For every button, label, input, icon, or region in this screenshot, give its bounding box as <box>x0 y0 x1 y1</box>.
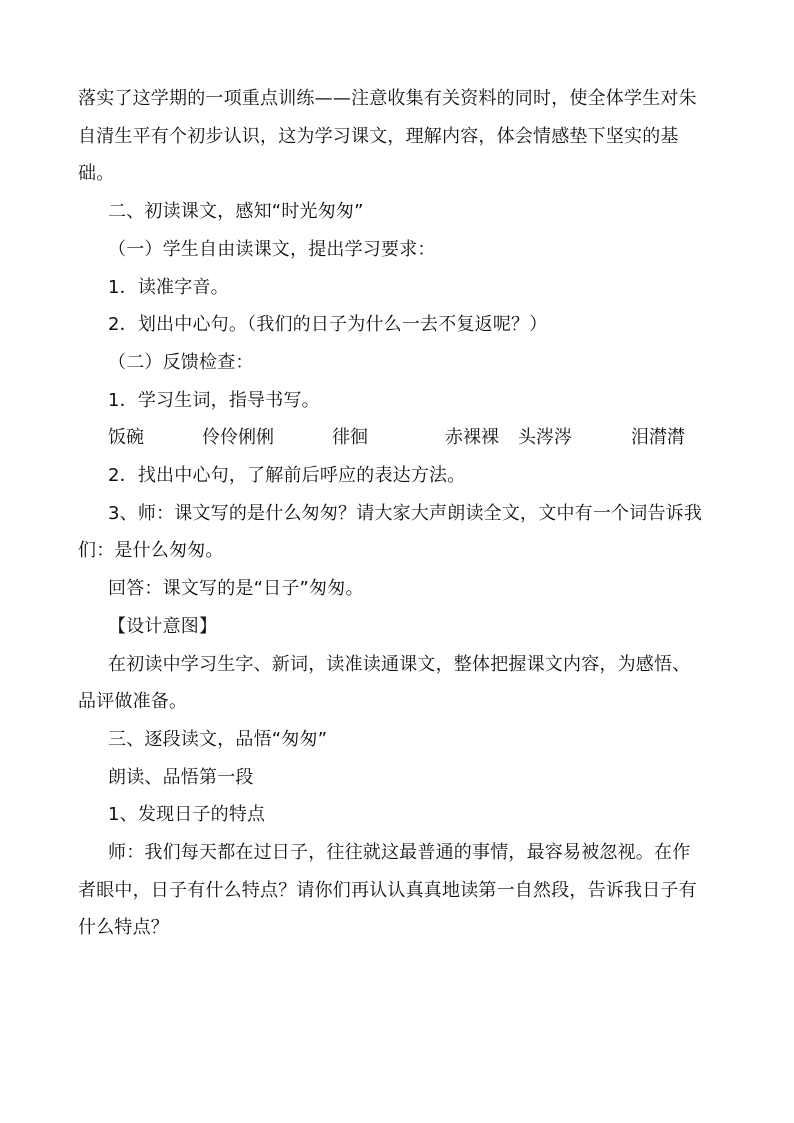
paragraph-line: 师：我们每天都在过日子，往往就这最普通的事情，最容易被忽视。在作 <box>108 842 691 864</box>
list-item: 1．学习生词，指导书写。 <box>108 389 320 411</box>
subsection-heading: （二）反馈检查： <box>108 351 254 373</box>
paragraph-line: 3、师：课文写的是什么匆匆？请大家大声朗读全文，文中有一个词告诉我 <box>108 502 703 524</box>
vocab-word: 泪潸潸 <box>631 427 685 449</box>
list-item: 1．读准字音。 <box>108 276 229 298</box>
vocab-word: 伶伶俐俐 <box>202 427 274 449</box>
section-heading: 二、初读课文，感知“时光匆匆” <box>108 201 364 223</box>
paragraph-line: 朗读、品悟第一段 <box>108 766 254 788</box>
list-item: 2．找出中心句，了解前后呼应的表达方法。 <box>108 465 466 487</box>
vocab-word: 头涔涔 <box>518 427 572 449</box>
paragraph-line: 在初读中学习生字、新词，读准读通课文，整体把握课文内容，为感悟、 <box>108 653 691 675</box>
vocab-word: 徘徊 <box>332 427 368 449</box>
vocab-word: 赤裸裸 <box>445 427 499 449</box>
document-body <box>78 80 718 947</box>
design-intent-heading: 【设计意图】 <box>108 615 218 637</box>
paragraph-line: 自清生平有个初步认识，这为学习课文，理解内容，体会情感垫下坚实的基 <box>78 125 679 147</box>
section-heading: 三、逐段读文，品悟“匆匆” <box>108 728 328 750</box>
vocab-word: 饭碗 <box>108 427 144 449</box>
paragraph-line: 者眼中，日子有什么特点？请你们再认认真真地读第一自然段，告诉我日子有 <box>78 879 697 901</box>
list-item: 2．划出中心句。（我们的日子为什么一去不复返呢？） <box>108 314 548 336</box>
paragraph-line: 什么特点？ <box>78 917 169 939</box>
list-item: 1、发现日子的特点 <box>108 804 266 826</box>
paragraph-line: 落实了这学期的一项重点训练——注意收集有关资料的同时，使全体学生对朱 <box>78 88 697 109</box>
paragraph-line: 回答：课文写的是“日子”匆匆。 <box>108 578 364 600</box>
vocabulary-row <box>78 419 718 457</box>
subsection-heading: （一）学生自由读课文，提出学习要求： <box>108 238 436 260</box>
paragraph-line: 础。 <box>78 163 115 185</box>
paragraph-line: 品评做准备。 <box>78 691 188 713</box>
paragraph-line: 们：是什么匆匆。 <box>78 540 224 562</box>
